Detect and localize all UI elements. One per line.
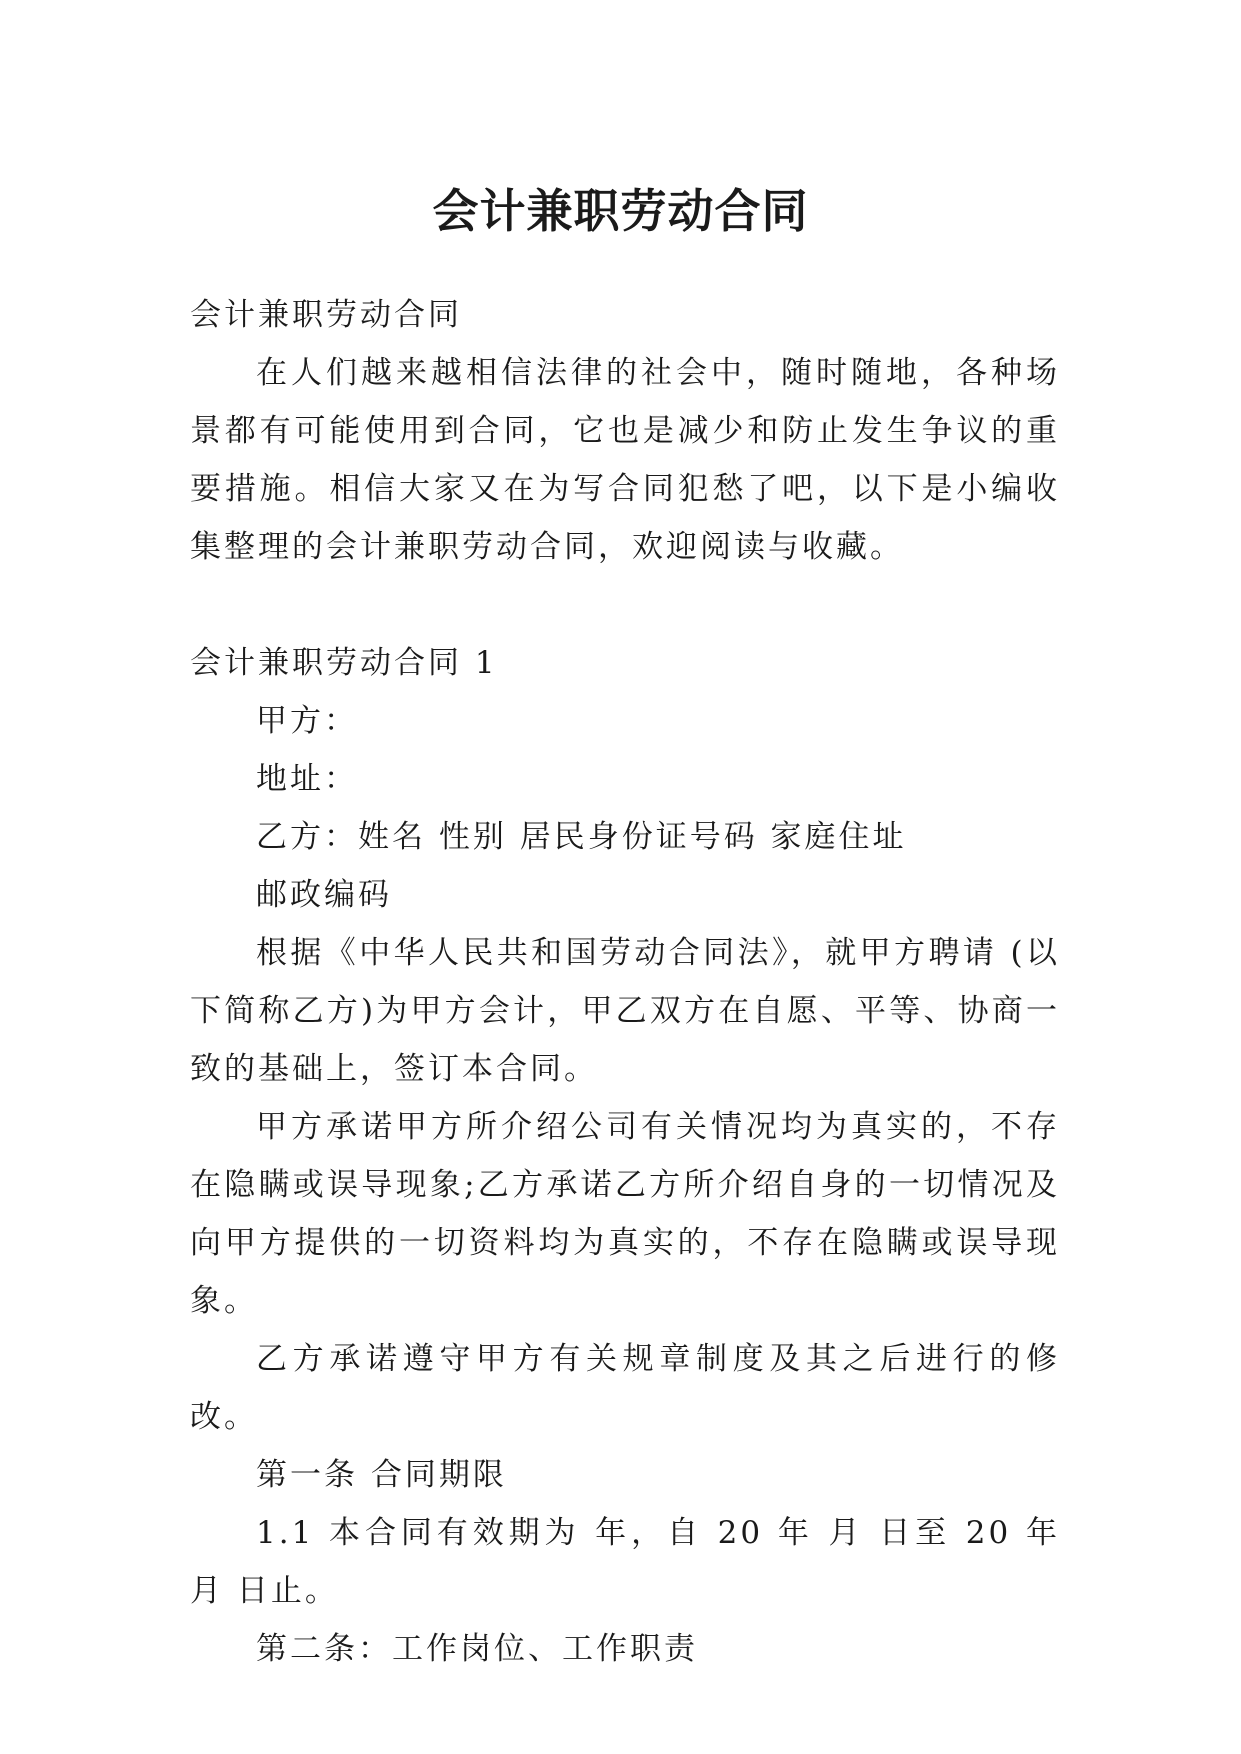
article-2-heading: 第二条：工作岗位、工作职责 — [256, 1631, 698, 1667]
address-label: 地址： — [256, 761, 358, 797]
party-a-label: 甲方： — [256, 703, 358, 739]
paragraph-commitment: 甲方承诺甲方所介绍公司有关情况均为真实的，不存在隐瞒或误导现象;乙方承诺乙方所介绍自身的一切情况及向甲方提供的一切资料均为真实的，不存在隐瞒或误导现象。 — [190, 1109, 1060, 1319]
article-1-clause-1: 1.1 本合同有效期为 年，自 20 年 月 日至 20 年 月 日止。 — [190, 1515, 1060, 1609]
party-b-fields: 乙方：姓名 性别 居民身份证号码 家庭住址 — [256, 819, 907, 855]
document-body — [190, 286, 1060, 1678]
document-title: 会计兼职劳动合同 — [432, 183, 809, 238]
article-1-heading: 第一条 合同期限 — [256, 1457, 507, 1493]
postal-code-label: 邮政编码 — [256, 877, 392, 913]
contract-1-heading: 会计兼职劳动合同 1 — [190, 645, 498, 681]
paragraph-rules: 乙方承诺遵守甲方有关规章制度及其之后进行的修改。 — [190, 1341, 1060, 1435]
paragraph-intro: 在人们越来越相信法律的社会中，随时随地，各种场景都有可能使用到合同，它也是减少和防止发生争议的重要措施。相信大家又在为写合同犯愁了吧，以下是小编收集整理的会计兼职劳动合同，欢迎阅读与收藏。 — [190, 355, 1060, 565]
paragraph-intro-heading: 会计兼职劳动合同 — [190, 297, 462, 333]
paragraph-legal-basis: 根据《中华人民共和国劳动合同法》，就甲方聘请 (以下简称乙方)为甲方会计，甲乙双方在自愿、平等、协商一致的基础上，签订本合同。 — [190, 935, 1060, 1087]
